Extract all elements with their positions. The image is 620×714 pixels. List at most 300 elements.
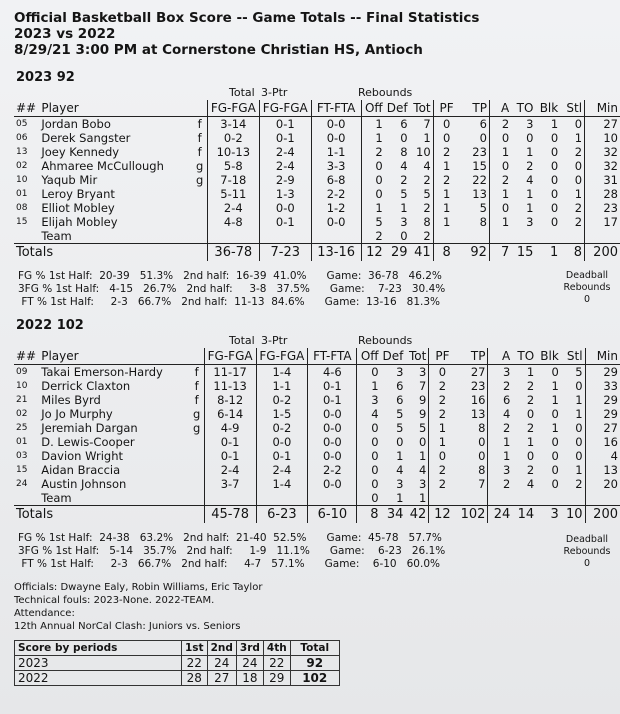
player-tot: 1 — [419, 449, 427, 463]
group-3ptr: 3-Ptr — [261, 86, 288, 99]
player-def: 6 — [396, 393, 404, 407]
totals-3p: 7-23 — [259, 244, 311, 262]
player-off: 5 — [361, 215, 385, 229]
player-tot: 9 — [419, 407, 427, 421]
player-tp3: 2-4 — [256, 463, 308, 477]
deadball-label: Deadball Rebounds — [563, 270, 611, 293]
group-total: Total — [229, 86, 255, 99]
player-a: 0 — [489, 131, 511, 145]
team-summary — [14, 229, 620, 261]
player-tp3: 2-9 — [259, 173, 311, 187]
player-blk: 0 — [551, 365, 559, 379]
player-blk: 0 — [550, 173, 559, 187]
player-blk: 0 — [550, 215, 559, 229]
player-pos: f — [194, 379, 199, 393]
team-tot: 1 — [419, 491, 427, 505]
col-number: ## — [14, 348, 39, 365]
player-to: 2 — [526, 159, 534, 173]
player-tot: 8 — [423, 215, 431, 229]
player-off: 3 — [357, 393, 381, 407]
player-to: 1 — [526, 187, 534, 201]
player-fg: 10-13 — [207, 145, 259, 159]
player-pos — [190, 463, 205, 477]
player-row — [14, 421, 620, 435]
col-3p: FG-FGA — [256, 348, 308, 365]
team-tot: 2 — [423, 229, 431, 243]
player-ft: 0-0 — [311, 131, 361, 145]
period-1-header: 1st — [182, 641, 208, 656]
deadball-value: 0 — [583, 294, 591, 305]
player-name: Austin Johnson — [41, 477, 127, 491]
player-pos — [190, 435, 205, 449]
player-min: 17 — [603, 215, 618, 229]
player-num: 21 — [16, 395, 28, 405]
player-off: 0 — [357, 449, 381, 463]
player-def: 0 — [396, 435, 404, 449]
period-total: 102 — [290, 671, 339, 686]
table-header-row — [14, 348, 620, 365]
player-name: Jordan Bobo — [41, 117, 111, 131]
player-tp3: 0-2 — [256, 421, 308, 435]
period-score: 24 — [236, 656, 263, 671]
col-fg: FG-FGA — [207, 100, 259, 117]
player-off: 0 — [357, 435, 381, 449]
team-title-2022: 2022 102 — [16, 318, 84, 333]
player-pos: f — [194, 393, 199, 407]
col-position — [190, 348, 205, 365]
shooting-summary-fg: FG % 1st Half: 24-38 63.2% 2nd half: 21-40 52.5% Game: 45-78 57.7% — [18, 532, 442, 544]
player-blk: 0 — [550, 131, 559, 145]
team-def: 1 — [396, 491, 404, 505]
player-pos: f — [197, 131, 202, 145]
player-tp: 23 — [472, 145, 487, 159]
player-ft: 0-0 — [308, 449, 357, 463]
table-header-row — [14, 100, 620, 117]
player-tp: 23 — [470, 379, 486, 393]
player-def: 5 — [396, 407, 404, 421]
player-num: 15 — [16, 465, 28, 475]
col-pf: PF — [429, 348, 456, 365]
player-blk: 0 — [550, 187, 559, 201]
player-min: 29 — [603, 393, 618, 407]
deadball-rebounds — [552, 270, 620, 306]
player-num: 03 — [16, 451, 28, 461]
player-tp3: 0-1 — [259, 215, 311, 229]
player-pos — [192, 187, 207, 201]
player-num: 02 — [16, 409, 28, 419]
player-ft: 2-2 — [311, 187, 361, 201]
player-fg: 11-13 — [204, 379, 256, 393]
player-pos: g — [193, 421, 201, 435]
col-stl: Stl — [560, 100, 584, 117]
player-off: 0 — [357, 365, 381, 380]
player-name: Leroy Bryant — [41, 187, 115, 201]
player-to: 2 — [526, 393, 535, 407]
document-title: Official Basketball Box Score -- Game Totals -- Final Statistics — [14, 10, 480, 26]
col-stl: Stl — [561, 348, 585, 365]
col-min: Min — [585, 348, 620, 365]
player-tp3: 1-1 — [256, 379, 308, 393]
player-pf: 1 — [433, 159, 459, 173]
player-fg: 4-9 — [204, 421, 256, 435]
team-row-label: Team — [41, 229, 72, 243]
period-score: 22 — [263, 656, 290, 671]
player-to: 3 — [526, 215, 534, 229]
player-fg: 0-1 — [204, 449, 256, 463]
totals-fg: 36-78 — [207, 244, 259, 262]
shooting-summary-fg: FG % 1st Half: 20-39 51.3% 2nd half: 16-39 41.0% Game: 36-78 46.2% — [18, 270, 442, 282]
player-pos: f — [197, 145, 202, 159]
player-ft: 1-2 — [311, 201, 361, 215]
player-stl: 0 — [561, 449, 585, 463]
player-pos: g — [195, 159, 204, 173]
player-min: 29 — [603, 407, 618, 421]
player-def: 3 — [400, 215, 408, 229]
player-name: Joey Kennedy — [41, 145, 120, 159]
player-tp: 8 — [478, 463, 486, 477]
periods-header-row — [15, 641, 340, 656]
player-name: Derek Sangster — [41, 131, 131, 145]
player-tp: 22 — [472, 173, 487, 187]
player-off: 0 — [357, 477, 381, 491]
player-stl: 0 — [560, 159, 584, 173]
player-num: 10 — [16, 381, 28, 391]
player-stl: 0 — [561, 435, 585, 449]
player-def: 1 — [396, 449, 404, 463]
player-row — [14, 463, 620, 477]
player-stl: 0 — [561, 379, 585, 393]
totals-stl: 10 — [561, 506, 585, 524]
player-a: 1 — [488, 449, 512, 463]
player-to: 2 — [526, 379, 535, 393]
player-num: 01 — [16, 437, 28, 447]
player-fg: 8-12 — [204, 393, 256, 407]
player-fg: 2-4 — [204, 463, 256, 477]
totals-blk: 1 — [535, 244, 560, 262]
player-ft: 0-0 — [308, 421, 357, 435]
period-score: 27 — [207, 671, 236, 686]
player-off: 0 — [361, 159, 385, 173]
player-row — [14, 407, 620, 421]
player-num: 09 — [16, 367, 28, 377]
totals-tot: 41 — [410, 244, 434, 262]
player-a: 1 — [488, 435, 512, 449]
player-pos — [190, 477, 205, 491]
player-num: 10 — [16, 175, 28, 185]
player-blk: 0 — [550, 159, 559, 173]
totals-ft: 13-16 — [311, 244, 361, 262]
player-to: 1 — [526, 145, 534, 159]
player-row — [14, 145, 620, 159]
col-ft: FT-FTA — [308, 348, 357, 365]
period-score: 24 — [207, 656, 236, 671]
col-fg: FG-FGA — [204, 348, 256, 365]
shooting-summary-3fg: 3FG % 1st Half: 5-14 35.7% 2nd half: 1-9 11.1% Game: 6-23 26.1% — [18, 545, 446, 557]
player-row — [14, 449, 620, 463]
player-pf: 0 — [429, 365, 456, 380]
group-rebounds: Rebounds — [358, 86, 413, 99]
player-off: 4 — [357, 407, 381, 421]
player-stl: 5 — [561, 365, 585, 380]
period-score: 28 — [182, 671, 208, 686]
player-tp3: 0-0 — [259, 201, 311, 215]
officials: Officials: Dwayne Ealy, Robin Williams, Eric Taylor — [14, 582, 263, 593]
player-pf: 0 — [433, 131, 459, 145]
player-row — [14, 117, 620, 132]
col-tp: TP — [456, 348, 488, 365]
event-name: 12th Annual NorCal Clash: Juniors vs. Seniors — [14, 621, 241, 632]
player-fg: 7-18 — [207, 173, 259, 187]
player-min: 31 — [603, 173, 618, 187]
player-a: 2 — [488, 477, 512, 491]
player-def: 2 — [400, 173, 408, 187]
player-blk: 1 — [551, 393, 559, 407]
player-row — [14, 379, 620, 393]
player-off: 1 — [361, 131, 385, 145]
totals-stl: 8 — [560, 244, 584, 262]
col-blk: Blk — [535, 100, 560, 117]
player-a: 0 — [489, 159, 511, 173]
col-a: A — [488, 348, 512, 365]
player-min: 28 — [603, 187, 618, 201]
player-to: 3 — [526, 117, 534, 131]
player-ft: 0-0 — [311, 117, 361, 132]
player-pos: f — [197, 117, 202, 131]
player-tot: 9 — [419, 393, 427, 407]
period-total: 92 — [290, 656, 339, 671]
player-row — [14, 173, 620, 187]
player-tp3: 0-1 — [256, 449, 308, 463]
totals-row — [14, 244, 620, 262]
totals-off: 12 — [361, 244, 385, 262]
player-rows — [14, 365, 620, 492]
player-a: 3 — [488, 463, 512, 477]
player-num: 08 — [16, 203, 28, 213]
player-blk: 0 — [551, 407, 559, 421]
team-summary — [14, 491, 620, 523]
player-name: Ahmaree McCullough — [41, 159, 164, 173]
player-a: 1 — [489, 145, 511, 159]
group-3ptr: 3-Ptr — [261, 334, 288, 347]
player-blk: 0 — [551, 477, 559, 491]
player-to: 1 — [526, 435, 535, 449]
player-min: 4 — [610, 449, 618, 463]
player-a: 0 — [489, 201, 511, 215]
player-def: 5 — [400, 187, 408, 201]
player-num: 24 — [16, 479, 28, 489]
totals-to: 14 — [512, 506, 536, 524]
game-date-location: 8/29/21 3:00 PM at Cornerstone Christian HS, Antioch — [14, 42, 423, 58]
player-fg: 6-14 — [204, 407, 256, 421]
player-min: 13 — [603, 463, 618, 477]
player-def: 5 — [396, 421, 404, 435]
player-name: Miles Byrd — [41, 393, 101, 407]
player-pos: g — [193, 407, 201, 421]
deadball-value: 0 — [583, 558, 591, 569]
col-tot: Tot — [410, 100, 434, 117]
player-pf: 1 — [429, 435, 456, 449]
player-tp: 27 — [470, 365, 486, 379]
player-blk: 0 — [551, 463, 559, 477]
player-tp3: 0-0 — [256, 435, 308, 449]
col-pf: PF — [433, 100, 459, 117]
player-to: 2 — [526, 421, 535, 435]
totals-ft: 6-10 — [308, 506, 357, 524]
col-a: A — [489, 100, 511, 117]
player-to: 0 — [526, 131, 534, 145]
player-pf: 1 — [433, 215, 459, 229]
player-def: 6 — [396, 379, 404, 393]
period-total-header: Total — [290, 641, 339, 656]
player-to: 1 — [526, 201, 534, 215]
player-tot: 0 — [419, 435, 427, 449]
col-ft: FT-FTA — [311, 100, 361, 117]
totals-tp: 92 — [460, 244, 490, 262]
player-tp3: 0-1 — [259, 117, 311, 132]
col-position — [192, 100, 207, 117]
player-num: 05 — [16, 119, 28, 129]
player-tp: 13 — [472, 187, 487, 201]
col-def: Def — [382, 349, 404, 363]
player-fg: 3-7 — [204, 477, 256, 491]
col-min: Min — [585, 100, 620, 117]
player-ft: 0-1 — [308, 379, 357, 393]
player-a: 6 — [488, 393, 512, 407]
player-tot: 4 — [423, 159, 431, 173]
group-rebounds: Rebounds — [358, 334, 413, 347]
player-def: 1 — [400, 201, 408, 215]
player-off: 0 — [357, 463, 381, 477]
deadball-rebounds — [552, 534, 620, 570]
player-fg: 5-11 — [207, 187, 259, 201]
player-pos — [190, 449, 205, 463]
player-tp: 16 — [470, 393, 486, 407]
player-off: 1 — [361, 117, 385, 132]
player-stl: 0 — [560, 173, 584, 187]
technical-fouls: Technical fouls: 2023-None. 2022-TEAM. — [14, 595, 215, 606]
totals-3p: 6-23 — [256, 506, 308, 524]
col-3p: FG-FGA — [259, 100, 311, 117]
player-name: Takai Emerson-Hardy — [41, 365, 163, 379]
player-row — [14, 365, 620, 380]
totals-tot: 42 — [405, 506, 428, 524]
player-num: 01 — [16, 189, 28, 199]
period-3-header: 3rd — [236, 641, 263, 656]
player-stl: 1 — [561, 463, 585, 477]
player-pf: 2 — [429, 463, 456, 477]
player-pos: f — [194, 365, 199, 379]
player-pos — [192, 215, 207, 229]
player-tp: 8 — [479, 215, 487, 229]
player-tot: 5 — [419, 421, 427, 435]
col-to: TO — [512, 348, 536, 365]
player-row — [14, 215, 620, 229]
player-tot: 2 — [423, 173, 431, 187]
player-ft: 0-1 — [308, 393, 357, 407]
player-pf: 1 — [433, 201, 459, 215]
player-fg: 0-2 — [207, 131, 259, 145]
player-a: 1 — [489, 215, 511, 229]
col-player: Player — [39, 348, 189, 365]
player-off: 0 — [357, 421, 381, 435]
player-stl: 0 — [561, 421, 585, 435]
player-row — [14, 477, 620, 491]
totals-pf: 12 — [429, 506, 456, 524]
player-min: 20 — [603, 477, 618, 491]
player-a: 2 — [489, 173, 511, 187]
player-tot: 1 — [423, 131, 431, 145]
totals-a: 24 — [488, 506, 512, 524]
player-fg: 4-8 — [207, 215, 259, 229]
player-name: Yaqub Mir — [41, 173, 98, 187]
player-def: 3 — [396, 365, 404, 379]
team-row — [14, 491, 620, 506]
player-a: 2 — [488, 379, 512, 393]
player-tot: 4 — [419, 463, 427, 477]
player-fg: 11-17 — [204, 365, 256, 380]
player-tp3: 1-5 — [256, 407, 308, 421]
player-off: 1 — [361, 201, 385, 215]
player-pos — [192, 201, 207, 215]
player-ft: 0-0 — [308, 435, 357, 449]
player-row — [14, 393, 620, 407]
player-name: Elijah Mobley — [41, 215, 118, 229]
player-a: 2 — [489, 117, 511, 132]
player-tp: 8 — [478, 421, 486, 435]
player-num: 25 — [16, 423, 28, 433]
team-off: 2 — [361, 229, 385, 244]
player-def: 6 — [400, 117, 408, 131]
player-name: Elliot Mobley — [41, 201, 115, 215]
team-row — [14, 229, 620, 244]
box-score-table-2023 — [14, 100, 620, 261]
player-ft: 0-0 — [311, 215, 361, 229]
player-tp3: 1-4 — [256, 477, 308, 491]
player-row — [14, 435, 620, 449]
player-stl: 2 — [561, 477, 585, 491]
player-a: 4 — [488, 407, 512, 421]
player-tp: 0 — [478, 449, 486, 463]
player-min: 33 — [603, 379, 618, 393]
player-def: 4 — [400, 159, 408, 173]
player-blk: 1 — [550, 117, 559, 131]
player-min: 27 — [603, 117, 618, 131]
player-a: 3 — [488, 365, 512, 380]
player-tot: 5 — [423, 187, 431, 201]
player-stl: 1 — [560, 131, 584, 145]
player-pf: 0 — [433, 117, 459, 132]
totals-def: 34 — [381, 506, 406, 524]
player-stl: 2 — [560, 145, 584, 159]
player-blk: 0 — [551, 435, 559, 449]
player-def: 0 — [400, 131, 408, 145]
player-tp: 6 — [479, 117, 487, 131]
player-to: 4 — [526, 173, 534, 187]
matchup-title: 2023 vs 2022 — [14, 26, 116, 42]
player-pf: 1 — [433, 187, 459, 201]
player-fg: 2-4 — [207, 201, 259, 215]
player-pf: 2 — [433, 145, 459, 159]
periods-team: 2023 — [15, 656, 182, 671]
player-stl: 2 — [560, 215, 584, 229]
player-tp: 7 — [478, 477, 486, 491]
team-def: 0 — [400, 229, 408, 243]
player-stl: 0 — [560, 117, 584, 132]
player-off: 1 — [357, 379, 381, 393]
period-score: 29 — [263, 671, 290, 686]
player-tp3: 0-1 — [259, 131, 311, 145]
player-row — [14, 201, 620, 215]
